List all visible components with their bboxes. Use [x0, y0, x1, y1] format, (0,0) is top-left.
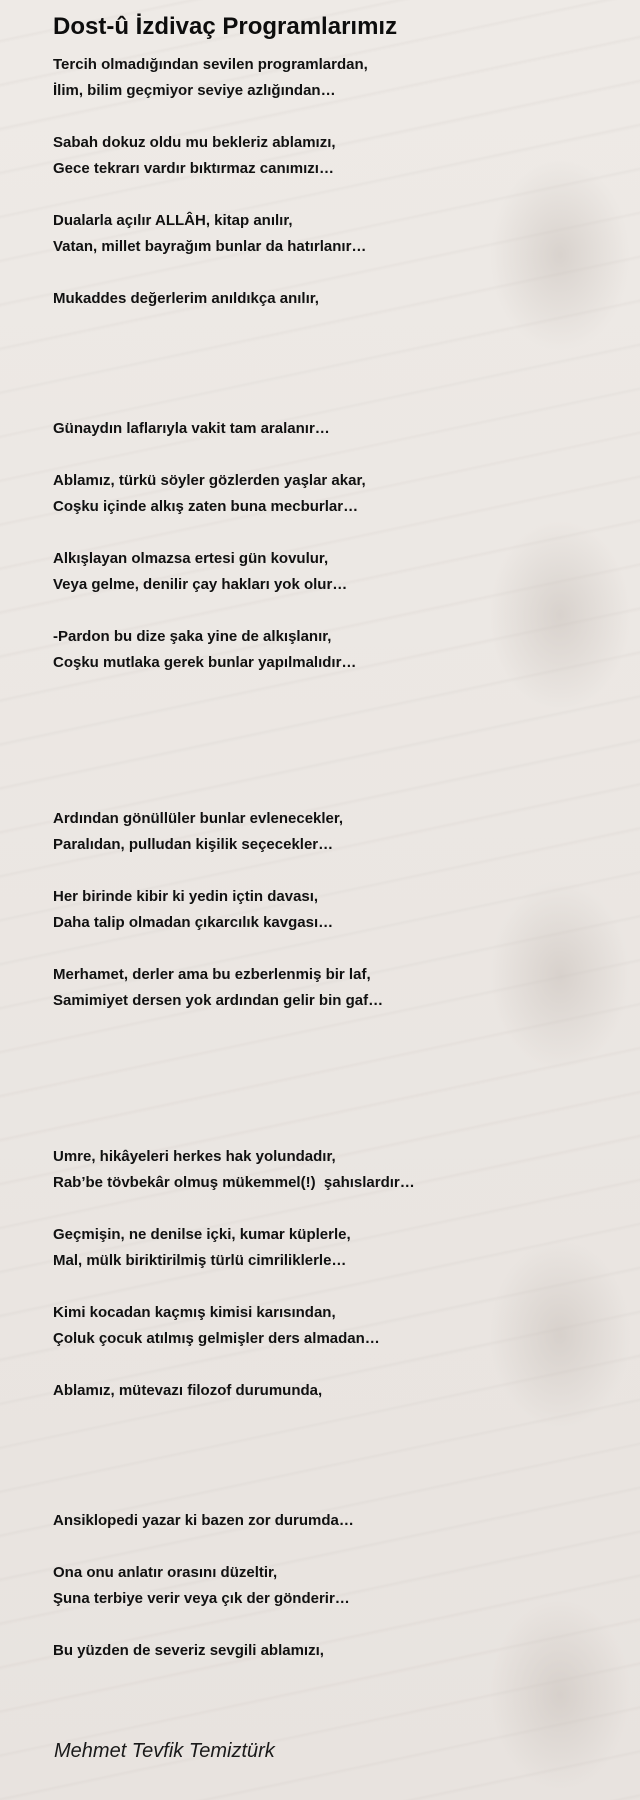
poem-line: Samimiyet dersen yok ardından gelir bin gaf…: [53, 992, 384, 1009]
poem-line: Her birinde kibir ki yedin içtin davası,: [53, 888, 319, 905]
poem-line: Ablamız, mütevazı filozof durumunda,: [53, 1382, 323, 1399]
poem-line: Dualarla açılır ALLÂH, kitap anılır,: [53, 212, 293, 229]
poem-blank-line: [53, 338, 623, 364]
poem-blank-line: [53, 260, 623, 286]
poem-blank-line: [53, 442, 623, 468]
poem-line: İlim, bilim geçmiyor seviye azlığından…: [53, 82, 336, 99]
poem-line: Veya gelme, denilir çay hakları yok olur…: [53, 576, 348, 593]
poem-blank-line: [53, 1040, 623, 1066]
poem-blank-line: [53, 1196, 623, 1222]
poem-line: Geçmişin, ne denilse içki, kumar küplerle,: [53, 1226, 351, 1243]
poem-blank-line: [53, 1014, 623, 1040]
poem-line: Ona onu anlatır orasını düzeltir,: [53, 1564, 278, 1581]
poem-line: -Pardon bu dize şaka yine de alkışlanır,: [53, 628, 332, 645]
poem-line: Umre, hikâyeleri herkes hak yolundadır,: [53, 1148, 336, 1165]
poem-line: Paralıdan, pulludan kişilik seçecekler…: [53, 836, 334, 853]
poem-line: Mukaddes değerlerim anıldıkça anılır,: [53, 290, 319, 307]
poem-line: Coşku mutlaka gerek bunlar yapılmalıdır…: [53, 654, 357, 671]
poem-blank-line: [53, 858, 623, 884]
poem-blank-line: [53, 104, 623, 130]
poem-title: Dost-û İzdivaç Programlarımız: [53, 13, 398, 40]
poem-line: Bu yüzden de severiz sevgili ablamızı,: [53, 1642, 324, 1659]
poem-blank-line: [53, 1430, 623, 1456]
poem-container: [53, 10, 623, 1664]
poem-line: Kimi kocadan kaçmış kimisi karısından,: [53, 1304, 336, 1321]
poem-blank-line: [53, 364, 623, 390]
poem-line: Ansiklopedi yazar ki bazen zor durumda…: [53, 1512, 354, 1529]
poem-line: Coşku içinde alkış zaten buna mecburlar…: [53, 498, 359, 515]
poem-blank-line: [53, 1534, 623, 1560]
poem-line: Sabah dokuz oldu mu bekleriz ablamızı,: [53, 134, 336, 151]
poem-line: Tercih olmadığından sevilen programlardan,: [53, 56, 368, 73]
poem-line: Rab’be tövbekâr olmuş mükemmel(!) şahıslardır…: [53, 1174, 415, 1191]
poem-blank-line: [53, 936, 623, 962]
poem-blank-line: [53, 1482, 623, 1508]
poem-author: Mehmet Tevfik Temiztürk: [54, 1740, 275, 1762]
poem-line: Mal, mülk biriktirilmiş türlü cimriliklerle…: [53, 1252, 347, 1269]
poem-body: [53, 52, 623, 1664]
poem-blank-line: [53, 1274, 623, 1300]
poem-line: Şuna terbiye verir veya çık der gönderir…: [53, 1590, 350, 1607]
poem-blank-line: [53, 1404, 623, 1430]
poem-line: Günaydın laflarıyla vakit tam aralanır…: [53, 420, 330, 437]
poem-blank-line: [53, 520, 623, 546]
poem-blank-line: [53, 390, 623, 416]
poem-line: Ablamız, türkü söyler gözlerden yaşlar akar,: [53, 472, 366, 489]
poem-blank-line: [53, 182, 623, 208]
poem-blank-line: [53, 676, 623, 702]
poem-line: Gece tekrarı vardır bıktırmaz canımızı…: [53, 160, 334, 177]
poem-line: Alkışlayan olmazsa ertesi gün kovulur,: [53, 550, 329, 567]
poem-line: Vatan, millet bayrağım bunlar da hatırlanır…: [53, 238, 367, 255]
poem-line: Çoluk çocuk atılmış gelmişler ders almadan…: [53, 1330, 380, 1347]
poem-blank-line: [53, 754, 623, 780]
poem-blank-line: [53, 1352, 623, 1378]
poem-blank-line: [53, 598, 623, 624]
poem-line: Merhamet, derler ama bu ezberlenmiş bir laf,: [53, 966, 371, 983]
poem-blank-line: [53, 1612, 623, 1638]
poem-line: Daha talip olmadan çıkarcılık kavgası…: [53, 914, 334, 931]
poem-blank-line: [53, 1092, 623, 1118]
poem-blank-line: [53, 702, 623, 728]
poem-blank-line: [53, 780, 623, 806]
poem-blank-line: [53, 728, 623, 754]
poem-blank-line: [53, 1118, 623, 1144]
poem-blank-line: [53, 1456, 623, 1482]
poem-blank-line: [53, 312, 623, 338]
poem-blank-line: [53, 1066, 623, 1092]
poem-line: Ardından gönüllüler bunlar evlenecekler,: [53, 810, 344, 827]
